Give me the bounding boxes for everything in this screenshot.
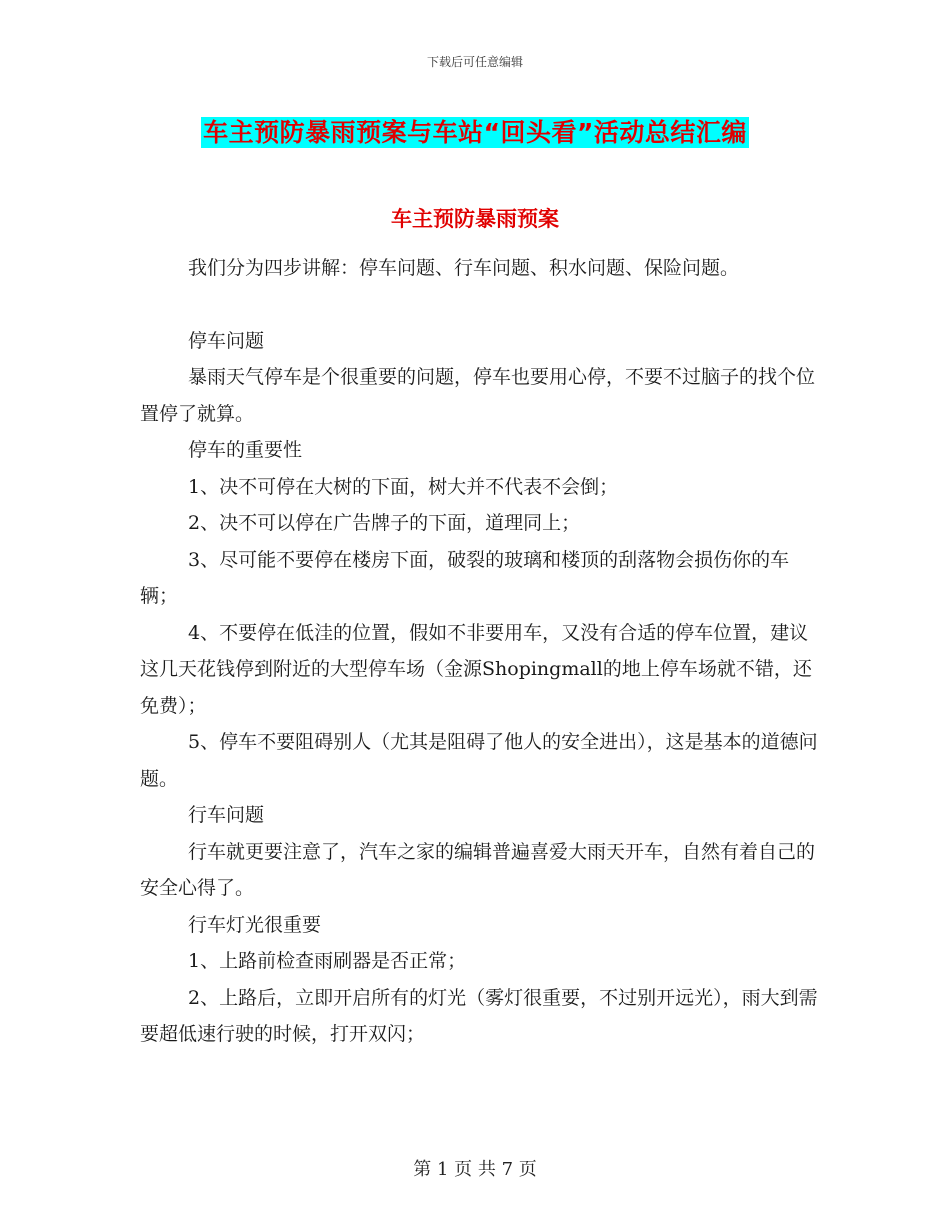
paragraph: 行车就更要注意了，汽车之家的编辑普遍喜爱大雨天开车，自然有着自己的安全心得了。 [140, 840, 816, 899]
paragraph-intro: 我们分为四步讲解：停车问题、行车问题、积水问题、保险问题。 [188, 257, 740, 279]
header-note: 下载后可任意编辑 [426, 55, 523, 69]
list-item: 2、决不可以停在广告牌子的下面，道理同上； [188, 512, 581, 534]
document-title-text: 车主预防暴雨预案与车站“回头看”活动总结汇编 [203, 118, 747, 147]
page-number: 第 1 页 共 7 页 [413, 1159, 537, 1180]
list-item: 4、不要停在低洼的位置，假如不非要用车，又没有合适的停车位置，建议这几天花钱停到附近的大型停车场（金源Shopingmall的地上停车场就不错，还免费）； [140, 621, 812, 717]
document-title [0, 113, 950, 149]
subheading: 停车的重要性 [188, 439, 303, 461]
heading-driving: 行车问题 [188, 804, 265, 826]
list-item: 3、尽可能不要停在楼房下面，破裂的玻璃和楼顶的刮落物会损伤你的车辆； [140, 548, 790, 607]
heading-parking: 停车问题 [188, 329, 265, 352]
document-body [140, 250, 820, 1053]
list-item: 5、停车不要阻碍别人（尤其是阻碍了他人的安全进出），这是基本的道德问题。 [140, 731, 818, 790]
list-item: 1、上路前检查雨刷器是否正常； [188, 950, 467, 972]
paragraph: 暴雨天气停车是个很重要的问题，停车也要用心停，不要不过脑子的找个位置停了就算。 [140, 366, 816, 425]
list-item: 1、决不可停在大树的下面，树大并不代表不会倒； [188, 475, 619, 498]
subheading: 行车灯光很重要 [188, 913, 322, 936]
list-item: 2、上路后，立即开启所有的灯光（雾灯很重要，不过别开远光），雨大到需要超低速行驶的时候，打开双闪； [140, 986, 818, 1045]
section-title: 车主预防暴雨预案 [391, 207, 559, 231]
